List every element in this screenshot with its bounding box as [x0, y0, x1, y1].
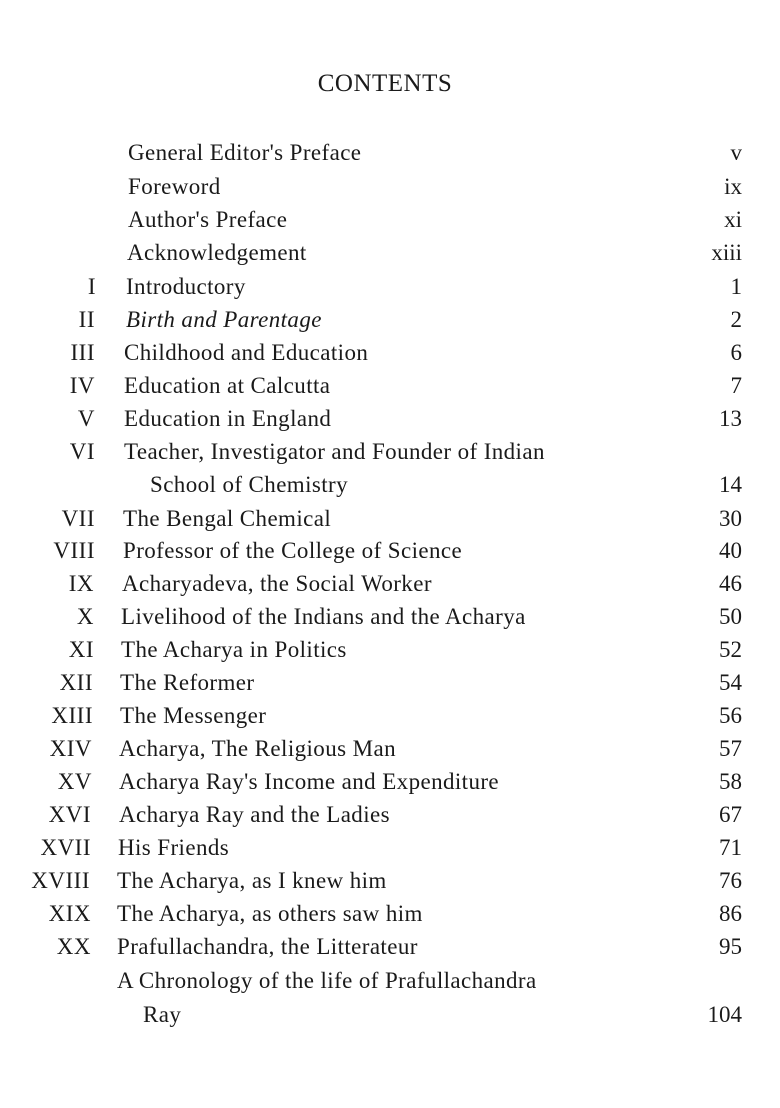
toc-entry[interactable] [0, 964, 780, 997]
toc-entry[interactable] [0, 633, 780, 666]
chapter-number: XII [59, 670, 93, 695]
page-number: 104 [707, 1002, 742, 1027]
chapter-title: Author's Preface [128, 207, 288, 232]
toc-entry[interactable] [0, 699, 780, 732]
chapter-title: Introductory [126, 274, 246, 299]
chapter-number: XIII [51, 703, 93, 728]
chapter-title: School of Chemistry [150, 472, 348, 497]
toc-entry[interactable] [0, 798, 780, 831]
page-number: 13 [719, 406, 742, 431]
page-number: v [730, 140, 742, 165]
toc-entry[interactable] [0, 402, 780, 435]
toc-entry[interactable] [0, 567, 780, 600]
page-number: 14 [719, 472, 742, 497]
toc-entry[interactable] [0, 136, 780, 169]
chapter-number: X [76, 604, 94, 629]
chapter-number: XVI [48, 802, 91, 827]
toc-entry[interactable] [0, 336, 780, 369]
chapter-title: The Acharya, as others saw him [117, 901, 423, 926]
chapter-title: Education at Calcutta [124, 373, 331, 398]
page-number: 67 [719, 802, 742, 827]
chapter-title: The Acharya, as I knew him [117, 868, 387, 893]
toc-entry[interactable] [0, 435, 780, 468]
page-title [0, 70, 780, 98]
chapter-number: IV [69, 373, 95, 398]
page-number: 76 [719, 868, 742, 893]
chapter-number: XVII [40, 835, 91, 860]
chapter-number: VI [69, 439, 95, 464]
chapter-title: A Chronology of the life of Prafullachandra [117, 968, 537, 993]
chapter-title: The Messenger [120, 703, 267, 728]
toc-entry[interactable] [0, 303, 780, 336]
toc-entry[interactable] [0, 732, 780, 765]
chapter-number: XVIII [31, 868, 90, 893]
chapter-number: XV [57, 769, 92, 794]
chapter-title: Education in England [124, 406, 332, 431]
chapter-number: XIX [48, 901, 91, 926]
chapter-title: Ray [143, 1002, 182, 1027]
chapter-title: Acharya Ray's Income and Expenditure [119, 769, 500, 794]
toc-entry[interactable] [0, 534, 780, 567]
chapter-number: VII [61, 506, 95, 531]
chapter-title: Acharyadeva, the Social Worker [122, 571, 432, 596]
page-number: 58 [719, 769, 742, 794]
page-number: 30 [719, 506, 742, 531]
toc-entry[interactable] [0, 831, 780, 864]
chapter-number: IX [68, 571, 94, 596]
chapter-title: General Editor's Preface [128, 140, 362, 165]
chapter-title: Childhood and Education [124, 340, 369, 365]
page-number: ix [724, 174, 742, 199]
chapter-title: Acknowledgement [127, 240, 307, 265]
chapter-number: I [87, 274, 96, 299]
toc-entry[interactable] [0, 930, 780, 963]
page-number: 7 [730, 373, 742, 398]
toc-entry[interactable] [0, 270, 780, 303]
toc-entry[interactable] [0, 600, 780, 633]
chapter-title: The Acharya in Politics [121, 637, 347, 662]
toc-entry[interactable] [0, 468, 780, 501]
toc-entry[interactable] [0, 897, 780, 930]
chapter-title: His Friends [118, 835, 230, 860]
chapter-title: Birth and Parentage [126, 307, 322, 332]
page-number: xiii [711, 240, 742, 265]
page-number: 95 [719, 934, 742, 959]
page-number: 40 [719, 538, 742, 563]
chapter-number: V [77, 406, 95, 431]
toc-entry[interactable] [0, 502, 780, 535]
page-number: 57 [719, 736, 742, 761]
chapter-number: XI [68, 637, 94, 662]
page-number: 86 [719, 901, 742, 926]
toc-entry[interactable] [0, 236, 780, 269]
chapter-title: Acharya Ray and the Ladies [119, 802, 390, 827]
toc-entry[interactable] [0, 369, 780, 402]
page-number: 52 [719, 637, 742, 662]
page-title-text: CONTENTS [317, 70, 453, 97]
chapter-number: XIV [49, 736, 92, 761]
page-number: 2 [730, 307, 742, 332]
chapter-title: Professor of the College of Science [123, 538, 463, 563]
page-number: xi [724, 207, 742, 232]
page-number: 46 [719, 571, 742, 596]
chapter-number: VIII [53, 538, 95, 563]
page-number: 50 [719, 604, 742, 629]
chapter-title: Prafullachandra, the Litterateur [117, 934, 418, 959]
toc-entry[interactable] [0, 666, 780, 699]
page-number: 71 [719, 835, 742, 860]
page-number: 54 [719, 670, 742, 695]
chapter-number: III [70, 340, 95, 365]
chapter-number: II [78, 307, 95, 332]
chapter-number: XX [56, 934, 91, 959]
chapter-title: The Bengal Chemical [123, 506, 332, 531]
toc-entry[interactable] [0, 998, 780, 1031]
chapter-title: Teacher, Investigator and Founder of Indian [124, 439, 545, 464]
chapter-title: Livelihood of the Indians and the Acharya [121, 604, 526, 629]
page-number: 56 [719, 703, 742, 728]
chapter-title: The Reformer [120, 670, 255, 695]
toc-entry[interactable] [0, 765, 780, 798]
toc-entry[interactable] [0, 170, 780, 203]
chapter-title: Foreword [128, 174, 221, 199]
toc-entry[interactable] [0, 203, 780, 236]
chapter-title: Acharya, The Religious Man [119, 736, 396, 761]
toc-entry[interactable] [0, 864, 780, 897]
page-number: 6 [730, 340, 742, 365]
page-number: 1 [730, 274, 742, 299]
